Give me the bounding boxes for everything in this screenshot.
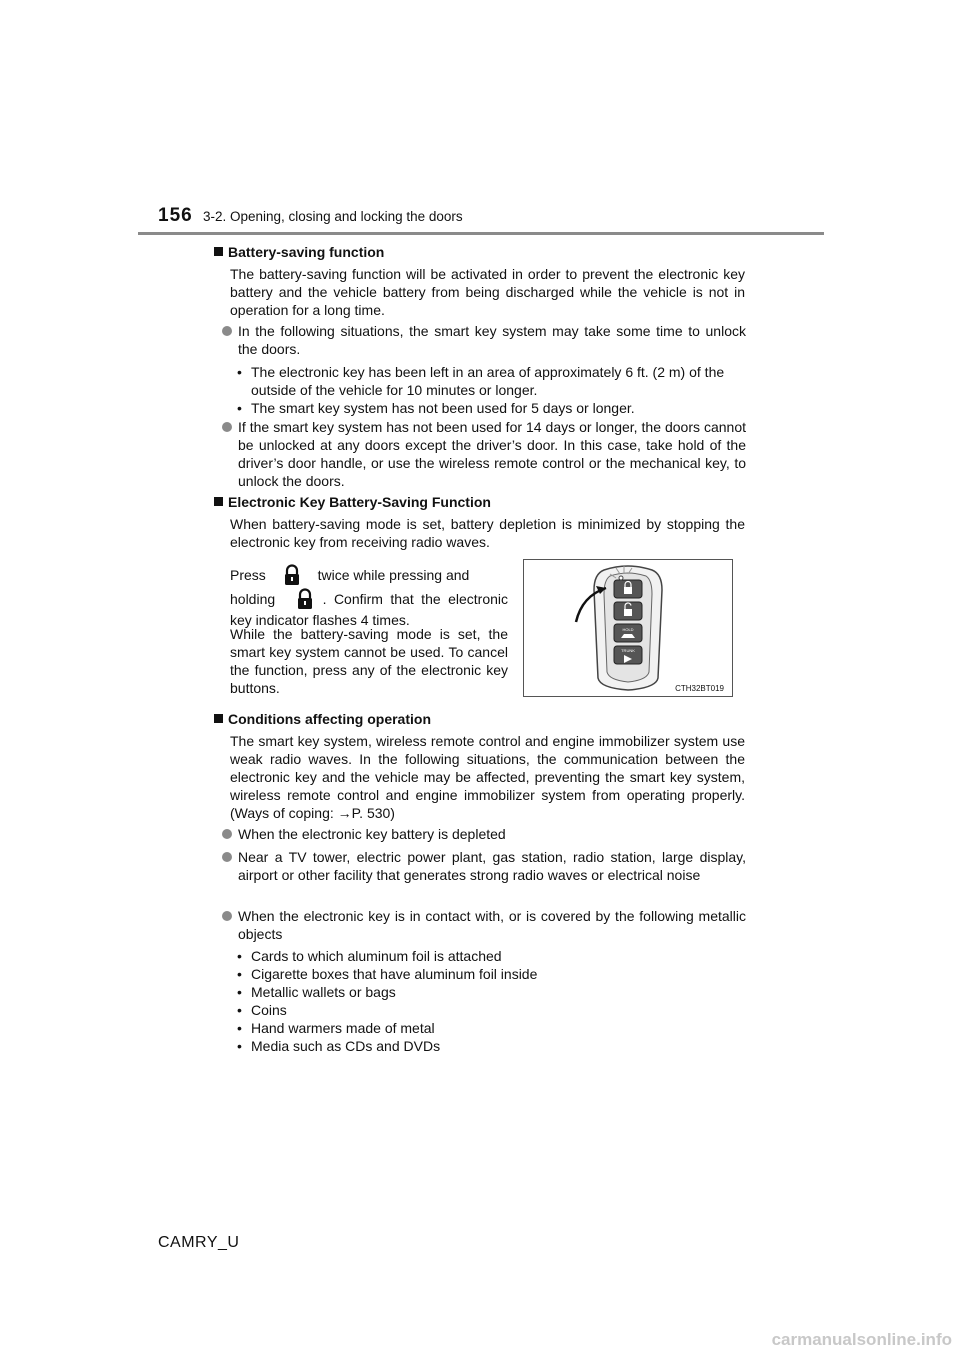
- square-bullet-icon: [214, 247, 223, 256]
- battery-saving-note: While the battery-saving mode is set, the smart key system cannot be used. To cancel the function, press any of the electronic key buttons.: [230, 626, 508, 696]
- smart-key-illustration: [524, 560, 732, 696]
- heading-conditions: Conditions affecting operation: [214, 711, 431, 727]
- heading-battery-saving: Battery-saving function: [214, 244, 384, 260]
- svg-text:TRUNK: TRUNK: [621, 648, 635, 653]
- page-number: 156: [158, 205, 193, 226]
- bullet-item: When the electronic key is in contact with, or is covered by the following metallic objects: [222, 907, 746, 943]
- conditions-intro: The smart key system, wireless remote control and engine immobilizer system use weak radio waves. In the following situations, the communication between the electronic key and the vehicle may be affected, preventing the smart key system, wireless remote control and engine immobilizer system from operating properly. (Ways of coping: →P. 530): [230, 733, 745, 821]
- bullet-dot-icon: [222, 829, 232, 839]
- header-rule: [138, 232, 824, 235]
- list-item: • Cigarette boxes that have aluminum foil inside: [237, 966, 538, 982]
- bullet-item: When the electronic key battery is depleted: [222, 825, 746, 843]
- list-item: • Coins: [237, 1002, 287, 1018]
- bullet-item: If the smart key system has not been used for 14 days or longer, the doors cannot be unlocked at any doors except the driver’s door. In this case, take hold of the driver’s door handle, or use the wireless remote control or the mechanical key, to unlock the doors.: [222, 418, 746, 490]
- bullet-item: Near a TV tower, electric power plant, gas station, radio station, large display, airport or other facility that generates strong radio waves or electrical noise: [222, 848, 746, 884]
- list-item: • Hand warmers made of metal: [237, 1020, 435, 1036]
- sub-item: • The electronic key has been left in an area of approximately 6 ft. (2 m) of the outside of the vehicle for 10 minutes or longer.: [237, 364, 725, 398]
- bullet-dot-icon: [222, 852, 232, 862]
- key-figure: [523, 559, 733, 697]
- section-title: 3-2. Opening, closing and locking the doors: [203, 209, 463, 224]
- figure-code: CTH32BT019: [675, 684, 724, 693]
- model-code: CAMRY_U: [158, 1234, 240, 1251]
- holding-instruction: holding . Confirm that the electronic key indicator flashes 4 times.: [230, 587, 508, 629]
- lock-icon: [280, 563, 304, 587]
- heading-electronic-key: Electronic Key Battery-Saving Function: [214, 494, 491, 510]
- bullet-dot-icon: [222, 326, 232, 336]
- watermark: carmanualsonline.info: [771, 1330, 952, 1349]
- sub-item: • The smart key system has not been used for 5 days or longer.: [237, 400, 635, 416]
- list-item: • Media such as CDs and DVDs: [237, 1038, 441, 1054]
- battery-saving-intro: The battery-saving function will be activated in order to prevent the electronic key battery and the vehicle battery from being discharged while the vehicle is not in operation for a long time.: [230, 266, 745, 318]
- list-item: • Metallic wallets or bags: [237, 984, 396, 1000]
- bullet-item: In the following situations, the smart key system may take some time to unlock the doors.: [222, 322, 746, 358]
- bullet-dot-icon: [222, 422, 232, 432]
- square-bullet-icon: [214, 714, 223, 723]
- square-bullet-icon: [214, 497, 223, 506]
- press-instruction: Press twice while pressing and: [230, 563, 508, 587]
- electronic-key-intro: When battery-saving mode is set, battery depletion is minimized by stopping the electronic key from receiving radio waves.: [230, 516, 745, 550]
- lock-icon: [293, 587, 317, 611]
- list-item: • Cards to which aluminum foil is attached: [237, 948, 502, 964]
- svg-text:HOLD: HOLD: [622, 627, 634, 632]
- bullet-dot-icon: [222, 911, 232, 921]
